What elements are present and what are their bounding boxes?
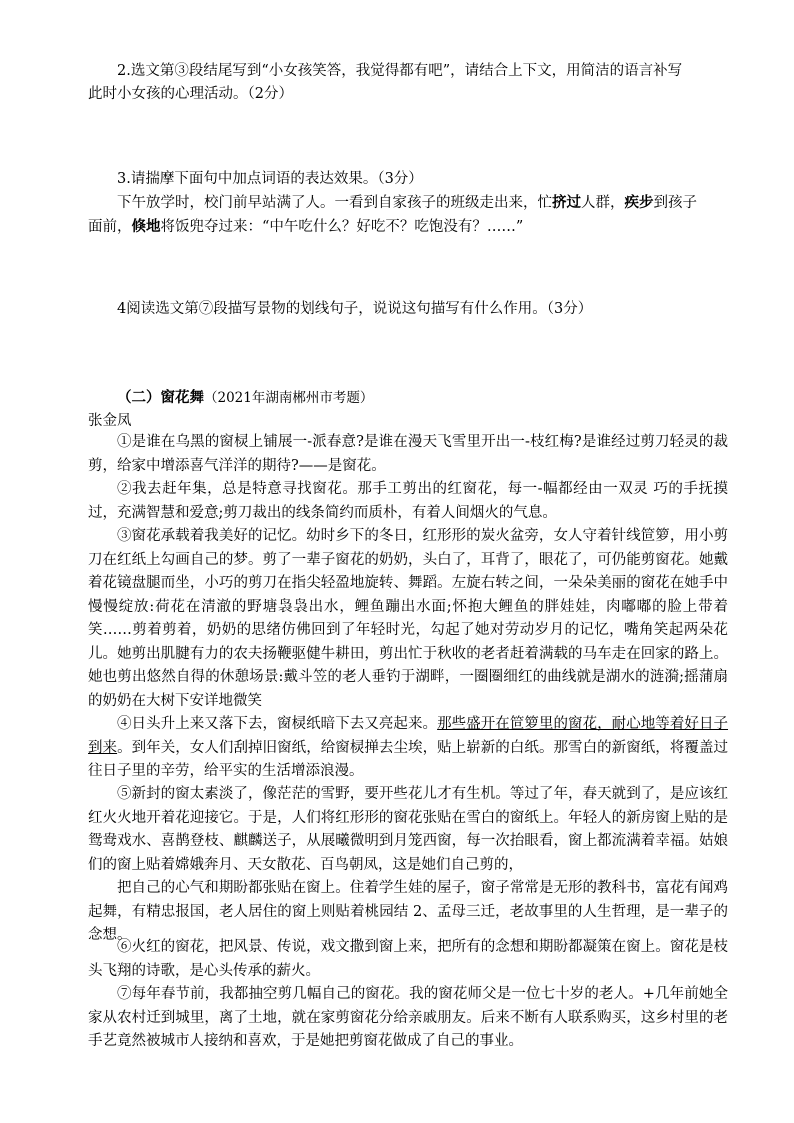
paragraph-2: ②我去赶年集，总是特意寻找窗花。那手工剪出的红窗花，每一-幅都经由一双灵 巧的手抚摸过，充满智慧和爱意;剪刀裁出的线条简约而质朴，有着人间烟火的气息。 <box>88 481 728 521</box>
section-title: （二）窗花舞 <box>117 389 204 406</box>
paragraph-7: ⑦每年春节前，我都抽空剪几幅自己的窗花。我的窗花师父是一位七十岁的老人。+几年前她全家从农村迁到城里，离了土地，就在家剪窗花分给亲戚朋友。后来不断有人联系购买，这乡村里的老手艺竟然被城市人接纳和喜欢，于是她把剪窗花做成了自己的事业。 <box>88 986 728 1049</box>
paragraph-5-continued: 把自己的心气和期盼都张贴在窗上。住着学生娃的屋子，窗子常常是无形的教科书，富花有闻鸡起舞，有精忠报国，老人居住的窗上则贴着桃园结 2、孟母三迁，老故事里的人生哲理，是一辈子的念想。 <box>88 880 728 943</box>
question-2 <box>88 60 728 106</box>
section-source: （2021年湖南郴州市考题） <box>204 390 374 406</box>
paragraph-6: ⑥火红的窗花，把风景、传说，戏文撒到窗上来，把所有的念想和期盼都凝策在窗上。窗花是枝头飞翔的诗歌，是心头传承的薪火。 <box>88 939 728 979</box>
question-4 <box>88 298 728 321</box>
paragraph-5: ⑤新封的窗太素淡了，像茫茫的雪野，要开些花儿才有生机。等过了年，春天就到了，是应该红红火火地开着花迎接它。于是，人们将红形形的窗花张贴在雪白的窗纸上。年轻人的新房窗上贴的是鸳鸯戏水、喜鹊登枝、麒麟送子，从展曦微明到月笼西窗，每一次抬眼看，窗上都流满着幸福。姑娘们的窗上贴着嫦娥奔月、天女散花、百鸟朝凤，这是她们自己剪的， <box>88 786 728 873</box>
q3-text-1: 下午放学时，校门前早站满了人。一看到自家孩子的班级走出来，忙 <box>117 195 552 211</box>
q3-text-3: 到孩子 <box>653 195 697 211</box>
question-3-sentence <box>88 191 728 215</box>
section-header <box>88 386 728 433</box>
q3-text-4: 面前， <box>88 219 132 235</box>
q3-keyword-2: 疾步 <box>624 194 654 211</box>
question-3-title: 3.请揣摩下面句中加点词语的表达效果。（3分） <box>117 171 423 187</box>
section-author: 张金凤 <box>88 413 132 429</box>
q3-text-2: 人群， <box>581 195 625 211</box>
question-3-sentence-2 <box>88 215 728 239</box>
paragraph-4 <box>88 713 728 784</box>
q3-keyword-3: 倏地 <box>131 218 161 235</box>
q3-text-5: 将饭兜夺过来：“中午吃什么？好吃不？吃饱没有？……” <box>160 219 524 235</box>
question-4-text: 4阅读选文第⑦段描写景物的划线句子，说说这句描写有什么作用。（3分） <box>117 301 593 317</box>
section-title-line <box>88 386 728 410</box>
paragraph-4-text-b: 。到年关，女人们刮掉旧窗纸，给窗棂掸去尘埃，贴上崭新的白纸。那雪白的新窗纸，将覆盖过往日子里的辛劳，给平实的生活增添浪漫。 <box>88 739 728 779</box>
question-2-line-2: 此时小女孩的心理活动。（2分） <box>88 86 293 102</box>
paragraph-3: ③窗花承载着我美好的记忆。幼时乡下的冬日，红形形的炭火盆旁，女人守着针线笸箩，用小剪刀在红纸上勾画自己的梦。剪了一辈子窗花的奶奶，头白了，耳背了，眼花了，可仍能剪窗花。她戴着花镜盘腿而坐，小巧的剪刀在指尖轻盈地旋转、舞蹈。左旋右转之间，一朵朵美丽的窗花在她手中慢慢绽放:荷花在清澈的野塘袅袅出水，鲤鱼蹦出水面;怀抱大鲤鱼的胖娃娃，肉嘟嘟的脸上带着笑……剪着剪着，奶奶的思绪仿佛回到了年轻时光，勾起了她对劳动岁月的记忆，嘴角笑起两朵花儿。她剪出肌腱有力的农夫扬鞭驱健牛耕田，剪出忙于秋收的老者赶着满载的马车走在回家的路上。她也剪出悠然自得的休憩场景:戴斗笠的老人垂钓于湖畔，一圈圈细红的曲线就是湖水的涟漪;摇蒲扇的奶奶在大树下安详地微笑 <box>88 528 728 709</box>
question-2-line-1: 2.选文第③段结尾写到“小女孩笑答，我觉得都有吧”，请结合上下文，用简洁的语言补写 <box>117 63 683 79</box>
q3-keyword-1: 挤过 <box>552 194 581 211</box>
paragraph-4-text-a: ④日头升上来又落下去，窗棂纸暗下去又亮起来。 <box>117 716 438 732</box>
paragraph-1: ①是谁在乌黑的窗棂上铺展一-派春意?是谁在漫天飞雪里开出一-枝红梅?是谁经过剪刀轻灵的裁剪，给家中增添喜气洋洋的期待?——是窗花。 <box>88 434 728 474</box>
question-3 <box>88 168 728 239</box>
paragraph-4-underlined: 那些盛开在笸箩里的窗花，耐心地等着好日子到来 <box>88 716 729 756</box>
